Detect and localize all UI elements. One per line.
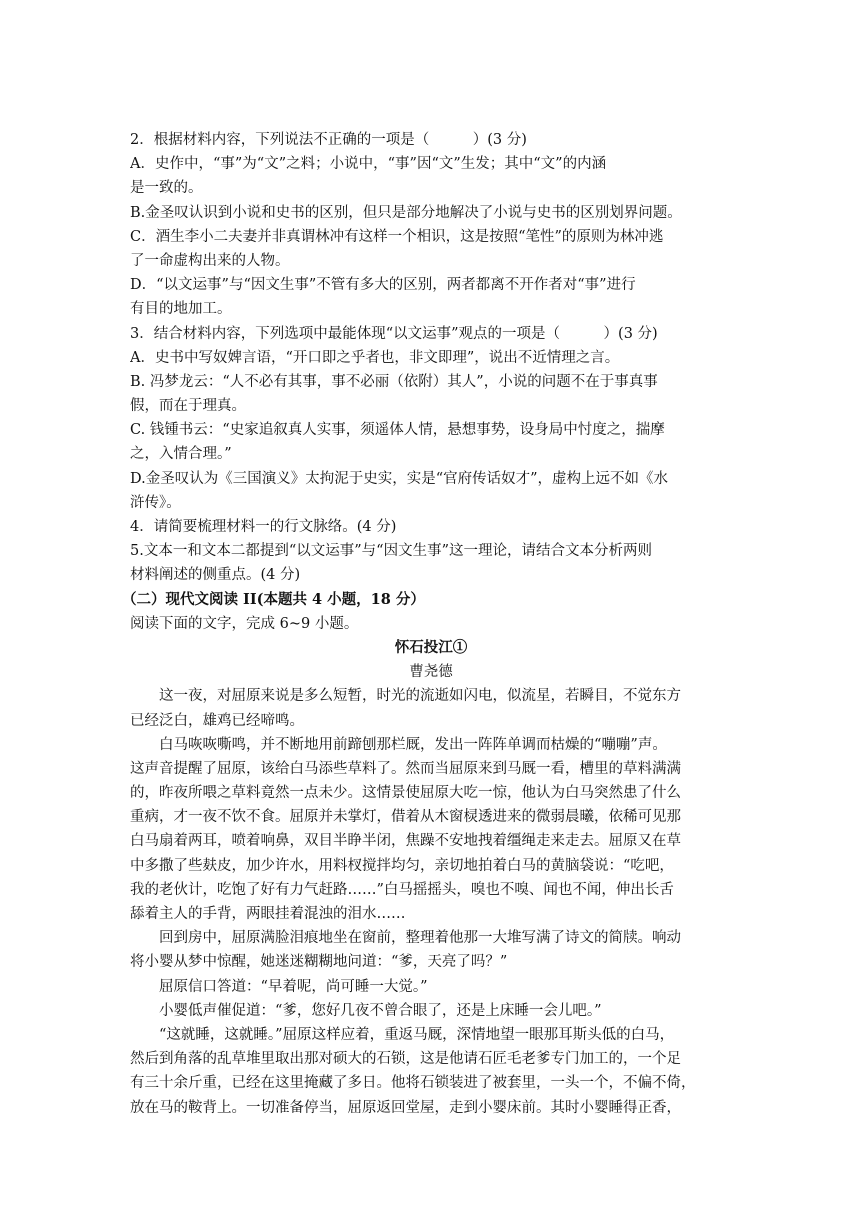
question-2-option-d-cont: 有目的地加工。 [130,301,232,318]
question-2-option-c: C．酒生李小二夫妻并非真谓林冲有这样一个相识，这是按照“笔性”的原则为林冲逃 [130,228,664,245]
story-line: 将小婴从梦中惊醒，她迷迷糊糊地问道：“爹，天亮了吗？” [130,954,508,971]
story-line: 白马扇着两耳，喷着响鼻，双目半睁半闭，焦躁不安地拽着缰绳走来走去。屈原又在草 [130,833,681,850]
story-line: 然后到角落的乱草堆里取出那对硕大的石锁，这是他请石匠毛老爹专门加工的，一个足 [130,1051,681,1068]
story-line: 屈原信口答道：“早着呢，尚可睡一大觉。” [159,978,428,995]
question-3-option-b-cont: 假，而在于理真。 [130,398,246,415]
question-3-option-d: D.金圣叹认为《三国演义》太拘泥于史实，实是“官府传话奴才”，虚构上远不如《水 [130,470,669,487]
story-body [130,684,732,1119]
story-line: 这一夜，对屈原来说是多么短暂，时光的流逝如闪电，似流星，若瞬目，不觉东方 [159,688,681,705]
question-5-line-1: 5.文本一和文本二都提到“以文运事”与“因文生事”这一理论，请结合文本分析两则 [130,543,652,560]
story-line: 的，昨夜所喂之草料竟然一点未少。这情景使屈原大吃一惊，他认为白马突然患了什么 [130,785,681,802]
story-line: 重病，才一夜不饮不食。屈原并未掌灯，借着从木窗棂透进来的微弱晨曦，依稀可见那 [130,809,681,826]
section-heading: （二）现代文阅读 II(本题共 4 小题，18 分） [122,590,425,608]
story-line: 我的老伙计，吃饱了好有力气赶路……”白马摇摇头，嗅也不嗅、闻也不闻，伸出长舌 [130,881,674,898]
question-3-stem: 3．结合材料内容，下列选项中最能体现“以文运事”观点的一项是（ ）(3 分) [130,325,658,342]
story-title: 怀石投江① [394,638,468,656]
question-2-option-b: B.金圣叹认识到小说和史书的区别，但只是部分地解决了小说与史书的区別划界问题。 [130,204,682,221]
story-line: “这就睡，这就睡。”屈原这样应着，重返马厩，深情地望一眼那耳斯头低的白马， [159,1026,675,1043]
question-4: 4．请简要梳理材料一的行文脉络。(4 分) [130,519,397,535]
story-line: 回到房中，屈原满脸泪痕地坐在窗前，整理着他那一大堆写满了诗文的简牍。响动 [159,930,681,947]
question-3-option-d-cont: 浒传》。 [130,494,181,511]
story-line: 白马咴咴嘶鸣，并不断地用前蹄刨那栏厩，发出一阵阵单调而枯燥的“嘣嘣”声。 [159,736,667,753]
question-2-stem: 2．根据材料内容，下列说法不正确的一项是（ ）(3 分) [130,132,527,148]
question-5-line-2: 材料阐述的侧重点。(4 分) [130,567,301,584]
story-line: 中多撒了些麸皮，加少许水，用料杈搅拌均匀，亲切地拍着白马的黄脑袋说：“吃吧， [130,857,674,874]
question-2 [130,128,732,322]
question-3-option-b: B. 冯梦龙云：“人不必有其事，事不必丽（依附）其人”，小说的问题不在于事真事 [130,373,658,390]
story-line: 有三十余斤重，已经在这里掩藏了多日。他将石锁装进了被套里，一头一个，不偏不倚， [130,1075,696,1092]
question-5 [130,539,732,587]
story-line: 小婴低声催促道：“爹，您好几夜不曾合眼了，还是上床睡一会儿吧。” [159,1002,602,1019]
story-line: 这声音提醒了屈原，该给白马添些草料了。然而当屈原来到马厩一看，槽里的草料满满 [130,760,681,777]
question-3-option-c-cont: 之，入情合理。” [130,446,232,463]
question-3-option-c: C. 钱锺书云：“史家追叙真人实事，须遥体人情，悬想事势，设身局中忖度之，揣摩 [130,422,665,439]
story-author: 曹尧德 [409,664,453,681]
question-3 [130,322,732,516]
question-2-option-d: D．“以文运事”与“因文生事”不管有多大的区别，两者都离不开作者对“事”进行 [130,277,636,294]
question-2-option-a-cont: 是一致的。 [130,180,203,197]
question-2-option-a: A．史作中，“事”为“文”之料；小说中，“事”因“文”生发；其中“文”的内涵 [130,156,607,173]
text-column [122,128,732,1120]
story-line: 放在马的鞍背上。一切准备停当，屈原返回堂屋，走到小婴床前。其时小婴睡得正香， [130,1099,681,1116]
section-instruction: 阅读下面的文字，完成 6~9 小题。 [130,615,359,632]
question-2-option-c-cont: 了一命虚构出来的人物。 [130,252,290,269]
story-line: 已经泛白，雄鸡已经啼鸣。 [130,712,304,729]
story-line: 舔着主人的手背，两眼挂着混浊的泪水…… [130,906,406,922]
question-3-option-a: A．史书中写奴婢言语，“开口即之乎者也，非文即理”，说出不近情理之言。 [130,349,620,366]
